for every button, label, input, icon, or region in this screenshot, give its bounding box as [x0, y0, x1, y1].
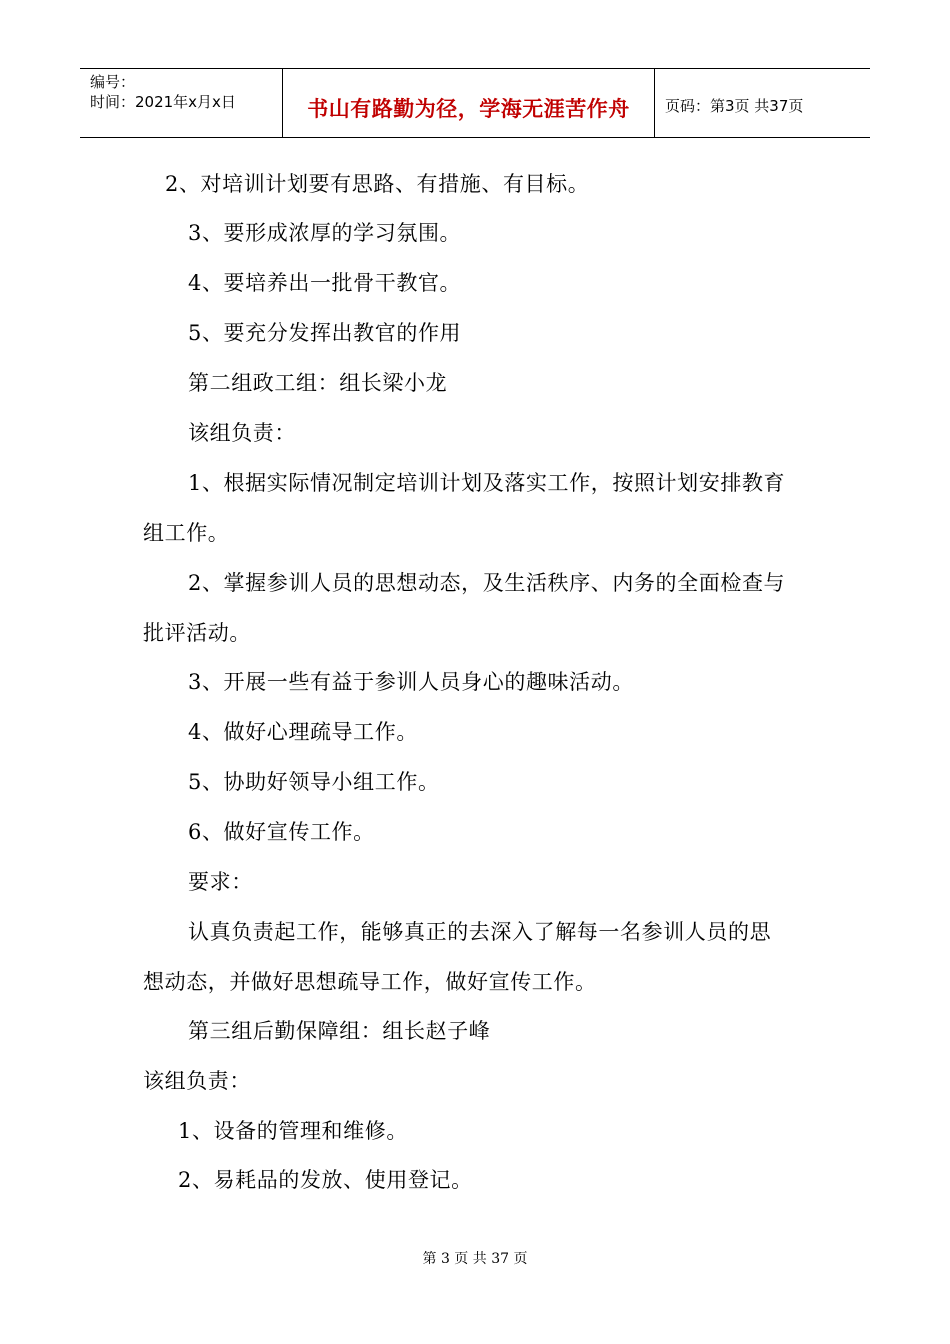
paragraph: 1、设备的管理和维修。	[178, 1119, 408, 1143]
paragraph-continuation: 想动态，并做好思想疏导工作，做好宣传工作。	[143, 970, 597, 994]
header-page-info: 页码：第3页 共37页	[665, 97, 804, 115]
paragraph: 2、易耗品的发放、使用登记。	[178, 1168, 473, 1192]
section-heading: 第三组后勤保障组：组长赵子峰	[188, 1019, 491, 1043]
paragraph: 3、要形成浓厚的学习氛围。	[188, 221, 462, 245]
paragraph: 该组负责：	[143, 1069, 251, 1093]
paragraph-continuation: 批评活动。	[143, 621, 251, 645]
page-header	[80, 68, 870, 138]
paragraph: 6、做好宣传工作。	[188, 820, 375, 844]
paragraph: 5、要充分发挥出教官的作用	[188, 321, 462, 345]
paragraph: 2、对培训计划要有思路、有措施、有目标。	[165, 172, 590, 196]
paragraph: 认真负责起工作，能够真正的去深入了解每一名参训人员的思	[188, 920, 772, 944]
paragraph: 该组负责：	[188, 421, 296, 445]
header-motto-cell	[283, 69, 655, 137]
document-number-label: 编号：	[90, 73, 136, 91]
paragraph-continuation: 组工作。	[143, 521, 230, 545]
header-page-cell	[655, 69, 870, 137]
paragraph: 5、协助好领导小组工作。	[188, 770, 440, 794]
paragraph: 1、根据实际情况制定培训计划及落实工作，按照计划安排教育	[188, 471, 786, 495]
paragraph: 2、掌握参训人员的思想动态，及生活秩序、内务的全面检查与	[188, 571, 786, 595]
header-motto: 书山有路勤为径，学海无涯苦作舟	[307, 97, 630, 121]
paragraph: 4、要培养出一批骨干教官。	[188, 271, 462, 295]
paragraph: 要求：	[188, 870, 253, 894]
document-date: 时间：2021年x月x日	[90, 93, 236, 111]
paragraph: 4、做好心理疏导工作。	[188, 720, 418, 744]
paragraph: 3、开展一些有益于参训人员身心的趣味活动。	[188, 670, 634, 694]
header-meta	[80, 69, 283, 137]
section-heading: 第二组政工组：组长梁小龙	[188, 371, 448, 395]
page-footer: 第 3 页 共 37 页	[422, 1251, 528, 1267]
